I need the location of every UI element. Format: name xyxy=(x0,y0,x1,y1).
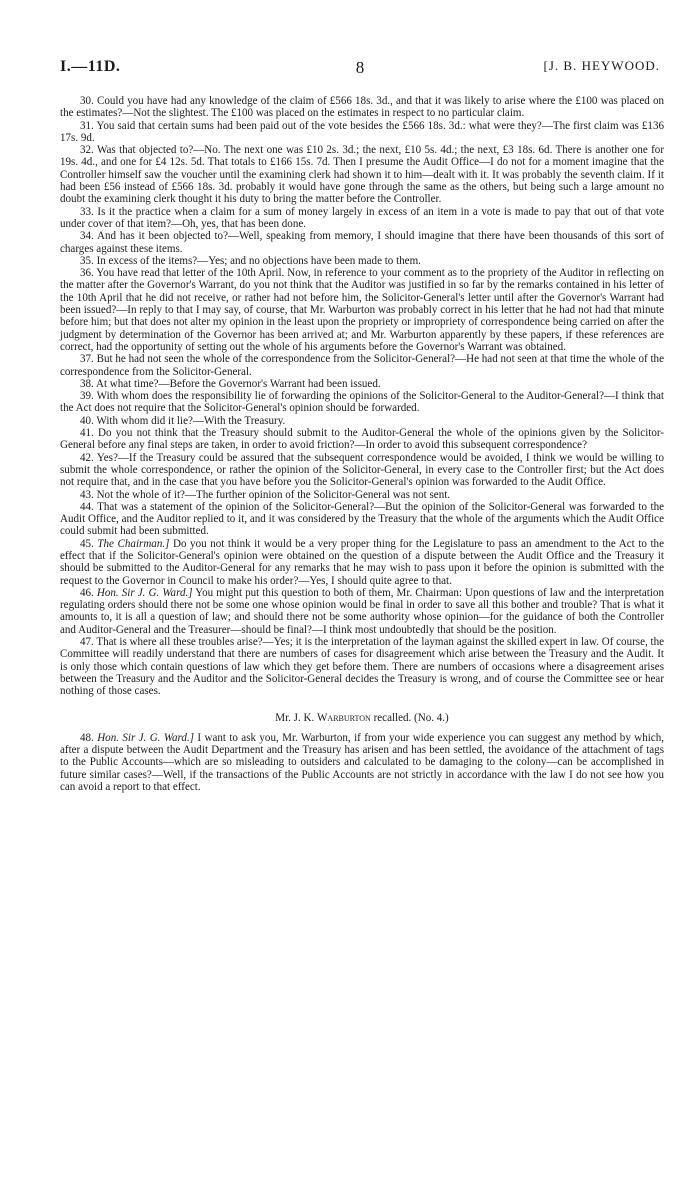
paragraph: 40. With whom did it lie?—With the Treasury. xyxy=(80,414,286,427)
speaker: The Chairman.] xyxy=(97,537,170,550)
paragraph-48: 48. Hon. Sir J. G. Ward.] I want to ask you, Mr. Warburton, if from your wide experience you can suggest any method by which, after a dispute between the Audit Department and the Treasury has arisen and has been settled, the avoidance of the attachment of tags to the Public Accounts—which are so misleading to outsiders and calculated to be damaging to the colony—can be accomplished in future similar cases?—Well, if the transactions of the Public Accounts are not strictly in accordance with the law I do not see how you can avoid a report to that effect. xyxy=(60,731,665,794)
paragraph: 44. That was a statement of the opinion of the Solicitor-General?—But the opinion of the Solicitor-General was forwarded to the Audit Office, and the Auditor replied to it, and it was considered by the Treasury that the whole of the arguments which the Audit Office could submit had been submitted. xyxy=(60,500,664,538)
paragraphs-part1 xyxy=(60,95,664,538)
paragraph: 42. Yes?—If the Treasury could be assured that the subsequent correspondence would be avoided, I think we would be willing to submit the whole correspondence, or rather the opinion of the Solicitor-General, in every case to the Controller first; but the Act does not require that, and in the case that you have before you the Solicitor-General's opinion was forwarded to the Audit Office. xyxy=(60,451,664,489)
paragraph-45: 45. The Chairman.] Do you not think it would be a very proper thing for the Legislature to pass an amendment to the Act to the effect that if the Solicitor-General's opinion were obtained on the question of a dispute between the Audit Office and the Treasury it should be submitted to the Auditor-General for any remarks that he may wish to pass upon it before the opinion is submitted with the request to the Governor in Council to make his order?—Yes, I should quite agree to that. xyxy=(60,537,664,587)
document-body xyxy=(60,95,664,793)
paragraph: 39. With whom does the responsibility lie of forwarding the opinions of the Solicitor-General to the Auditor-General?—I think that the Act does not require that the Solicitor-General's opinion should be forwarded. xyxy=(60,390,664,415)
paragraph: 30. Could you have had any knowledge of the claim of £566 18s. 3d., and that it was likely to arise where the £100 was placed on the estimates?—Not the slightest. The £100 was placed on the estimates in respect to no particular claim. xyxy=(60,95,664,120)
page-number: 8 xyxy=(355,58,365,77)
speaker: Hon. Sir J. G. Ward.] xyxy=(96,586,193,599)
paragraph: 32. Was that objected to?—No. The next one was £10 2s. 3d.; the next, £10 5s. 4d.; the next, £3 18s. 6d. There is another one for 19s. 4d., and one for £4 12s. 5d. That totals to £166 15s. 7d. Then I presume the Audit Office—I do not for a moment imagine that the Controller himself saw the voucher until the examining clerk had shown it to him—dealt with it. It was probably the seventh claim. If it had been £56 instead of £566 18s. 3d. probably it would have gone through the same as the others, but being such a large amount no doubt the examining clerk thought it his duty to bring the matter before the Controller. xyxy=(60,144,664,206)
paragraph: 38. At what time?—Before the Governor's Warrant had been issued. xyxy=(80,377,381,390)
paragraph: 35. In excess of the items?—Yes; and no objections have been made to them. xyxy=(80,254,421,267)
document-reference: I.—11D. xyxy=(60,58,121,75)
paragraph: 41. Do you not think that the Treasury should submit to the Auditor-General the whole of the opinions given by the Solicitor-General before any final steps are taken, in order to avoid friction?—In order to avoid this subsequent correspondence? xyxy=(60,427,664,452)
speaker: Hon. Sir J. G. Ward.] xyxy=(97,731,195,744)
page-header xyxy=(60,58,660,80)
witness-name: [J. B. HEYWOOD. xyxy=(543,58,660,73)
paragraph-47: 47. That is where all these troubles arise?—Yes; it is the interpretation of the layman against the skilled expert in law. Of course, the Committee will readily understand that there are numbers of cases for disagreement which arise between the Treasury and the Audit. It is only those which contain questions of law which they get before them. There are numbers of occasions where a disagreement arises between the Treasury and the Auditor and the Solicitor-General decides the Treasury is wrong, and of course the Committee see or hear nothing of those cases. xyxy=(60,636,664,698)
paragraph: 37. But he had not seen the whole of the correspondence from the Solicitor-General?—He had not seen at that time the whole of the correspondence from the Solicitor-General. xyxy=(60,353,664,378)
paragraph-46: 46. Hon. Sir J. G. Ward.] You might put this question to both of them, Mr. Chairman: Upon questions of law and the interpretation regulating orders should there not be some one whose opinion would be final in order to save all this bother and trouble? That is what it amounts to, it is all a question of law; and should there not be some authority whose opinion—for the guidance of both the Controller and Auditor-General and the Treasurer—should be final?—I think most undoubtedly that should be the position. xyxy=(60,586,664,636)
paragraph: 33. Is it the practice when a claim for a sum of money largely in excess of an item in a vote is made to pay that out of that vote under cover of that item?—Oh, yes, that has been done. xyxy=(60,205,664,230)
paragraph: 36. You have read that letter of the 10th April. Now, in reference to your comment as to the propriety of the Auditor in reflecting on the matter after the Governor's Warrant, do you not think that the Auditor was justified in so far by the remarks contained in his letter of the 10th April that he did not receive, or rather had not before him, the Solicitor-General's letter until after the Governor's Warrant had been issued?—In reply to that I may say, of course, that Mr. Warburton was probably correct in his letter that he had not had that minute before him; but that does not alter my opinion in the least upon the propriety or impropriety of correspondence being carried on after the judgment by determination of the Governor has been arrived at; and Mr. Warburton apparently by these papers, if these references are correct, had the opportunity of setting out the whole of his arguments before the Governor's Warrant was obtained. xyxy=(60,267,664,353)
paragraph: 43. Not the whole of it?—The further opinion of the Solicitor-General was not sent. xyxy=(80,488,451,501)
paragraph: 34. And has it been objected to?—Well, speaking from memory, I should imagine that there have been thousands of this sort of charges against these items. xyxy=(60,230,664,255)
paragraph: 31. You said that certain sums had been paid out of the vote besides the £566 18s. 3d.: what were they?—The first claim was £136 17s. 9d. xyxy=(60,119,664,144)
section-subheading: Mr. J. K. Warburton recalled. (No. 4.) xyxy=(275,711,449,724)
